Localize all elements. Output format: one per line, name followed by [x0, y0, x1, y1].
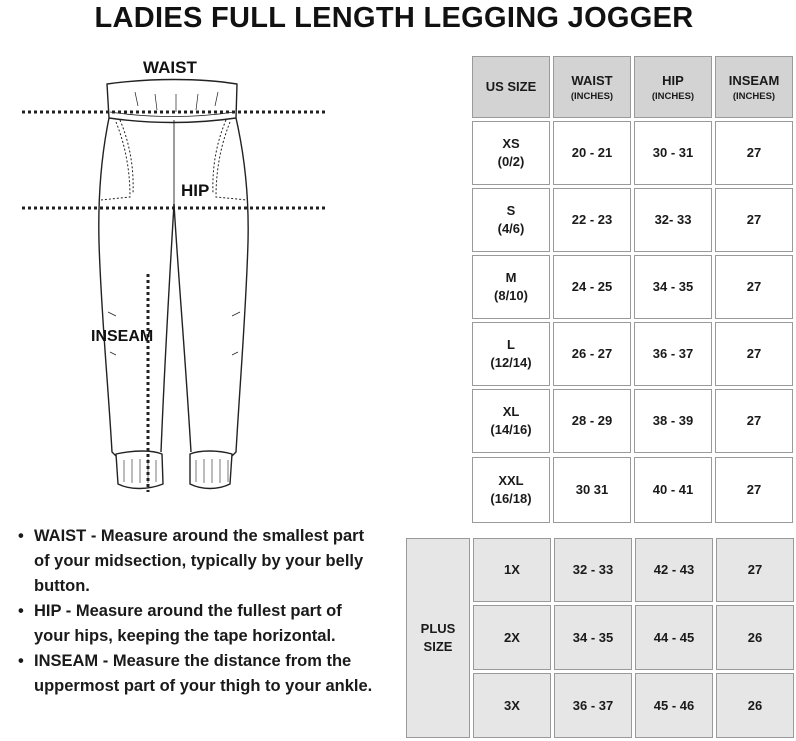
- waist-cell: 32 - 33: [554, 538, 632, 602]
- size-numeric: (8/10): [494, 288, 528, 303]
- waist-cell: 20 - 21: [553, 121, 631, 185]
- size-label: L: [507, 337, 515, 352]
- waist-cell: 28 - 29: [553, 389, 631, 453]
- size-numeric: (16/18): [490, 491, 532, 506]
- header-label: INSEAM: [728, 72, 780, 88]
- waist-cell: 22 - 23: [553, 188, 631, 252]
- hip-cell: 45 - 46: [635, 673, 713, 738]
- hip-cell: 44 - 45: [635, 605, 713, 670]
- hip-cell: 38 - 39: [634, 389, 712, 453]
- plus-label-line: SIZE: [423, 639, 453, 654]
- inseam-cell: 27: [715, 121, 793, 185]
- waist-cell: 24 - 25: [553, 255, 631, 319]
- note-inseam: • INSEAM - Measure the distance from the uppermost part of your thigh to your ankle.: [14, 649, 374, 699]
- size-numeric: (4/6): [497, 221, 525, 236]
- waist-cell: 30 31: [553, 457, 631, 523]
- size-cell: [472, 457, 550, 523]
- inseam-cell: 27: [715, 457, 793, 523]
- waist-cell: 26 - 27: [553, 322, 631, 386]
- header-hip: [634, 56, 712, 118]
- header-label: US SIZE: [485, 79, 537, 94]
- waist-cell: 34 - 35: [554, 605, 632, 670]
- hip-cell: 42 - 43: [635, 538, 713, 602]
- hip-cell: 34 - 35: [634, 255, 712, 319]
- plus-size-label: [406, 538, 470, 738]
- header-label: WAIST: [571, 72, 613, 88]
- jogger-illustration: [0, 52, 340, 502]
- note-waist: • WAIST - Measure around the smallest part of your midsection, typically by your belly button.: [14, 524, 374, 599]
- size-label: XL: [502, 404, 520, 419]
- hip-cell: 30 - 31: [634, 121, 712, 185]
- note-hip: • HIP - Measure around the fullest part of your hips, keeping the tape horizontal.: [14, 599, 374, 649]
- inseam-cell: 27: [715, 255, 793, 319]
- inseam-cell: 27: [716, 538, 794, 602]
- size-label: XS: [502, 136, 520, 151]
- size-cell: 1X: [473, 538, 551, 602]
- size-label: XXL: [498, 473, 524, 488]
- size-cell: [472, 322, 550, 386]
- hip-label: HIP: [181, 181, 210, 200]
- size-numeric: (12/14): [490, 355, 532, 370]
- inseam-cell: 27: [715, 322, 793, 386]
- header-us-size: [472, 56, 550, 118]
- size-numeric: (14/16): [490, 422, 532, 437]
- header-waist: [553, 56, 631, 118]
- inseam-cell: 26: [716, 605, 794, 670]
- size-label: M: [505, 270, 517, 285]
- size-cell: [472, 255, 550, 319]
- header-inseam: [715, 56, 793, 118]
- waist-label: WAIST: [143, 58, 197, 77]
- inseam-cell: 26: [716, 673, 794, 738]
- hip-cell: 32- 33: [634, 188, 712, 252]
- size-numeric: (0/2): [497, 154, 525, 169]
- page-title: LADIES FULL LENGTH LEGGING JOGGER: [94, 2, 694, 34]
- header-label: HIP: [662, 72, 684, 88]
- size-cell: [472, 188, 550, 252]
- inseam-cell: 27: [715, 188, 793, 252]
- size-cell: [472, 121, 550, 185]
- size-cell: 3X: [473, 673, 551, 738]
- header-unit: (INCHES): [570, 90, 614, 102]
- header-unit: (INCHES): [732, 90, 776, 102]
- size-cell: 2X: [473, 605, 551, 670]
- header-unit: (INCHES): [651, 90, 695, 102]
- size-cell: [472, 389, 550, 453]
- inseam-cell: 27: [715, 389, 793, 453]
- jogger-drawing: [0, 52, 340, 502]
- measuring-notes: [14, 524, 374, 699]
- size-label: S: [506, 203, 516, 218]
- waist-cell: 36 - 37: [554, 673, 632, 738]
- hip-cell: 36 - 37: [634, 322, 712, 386]
- hip-cell: 40 - 41: [634, 457, 712, 523]
- inseam-label: INSEAM: [91, 328, 154, 345]
- plus-label-line: PLUS: [420, 621, 456, 636]
